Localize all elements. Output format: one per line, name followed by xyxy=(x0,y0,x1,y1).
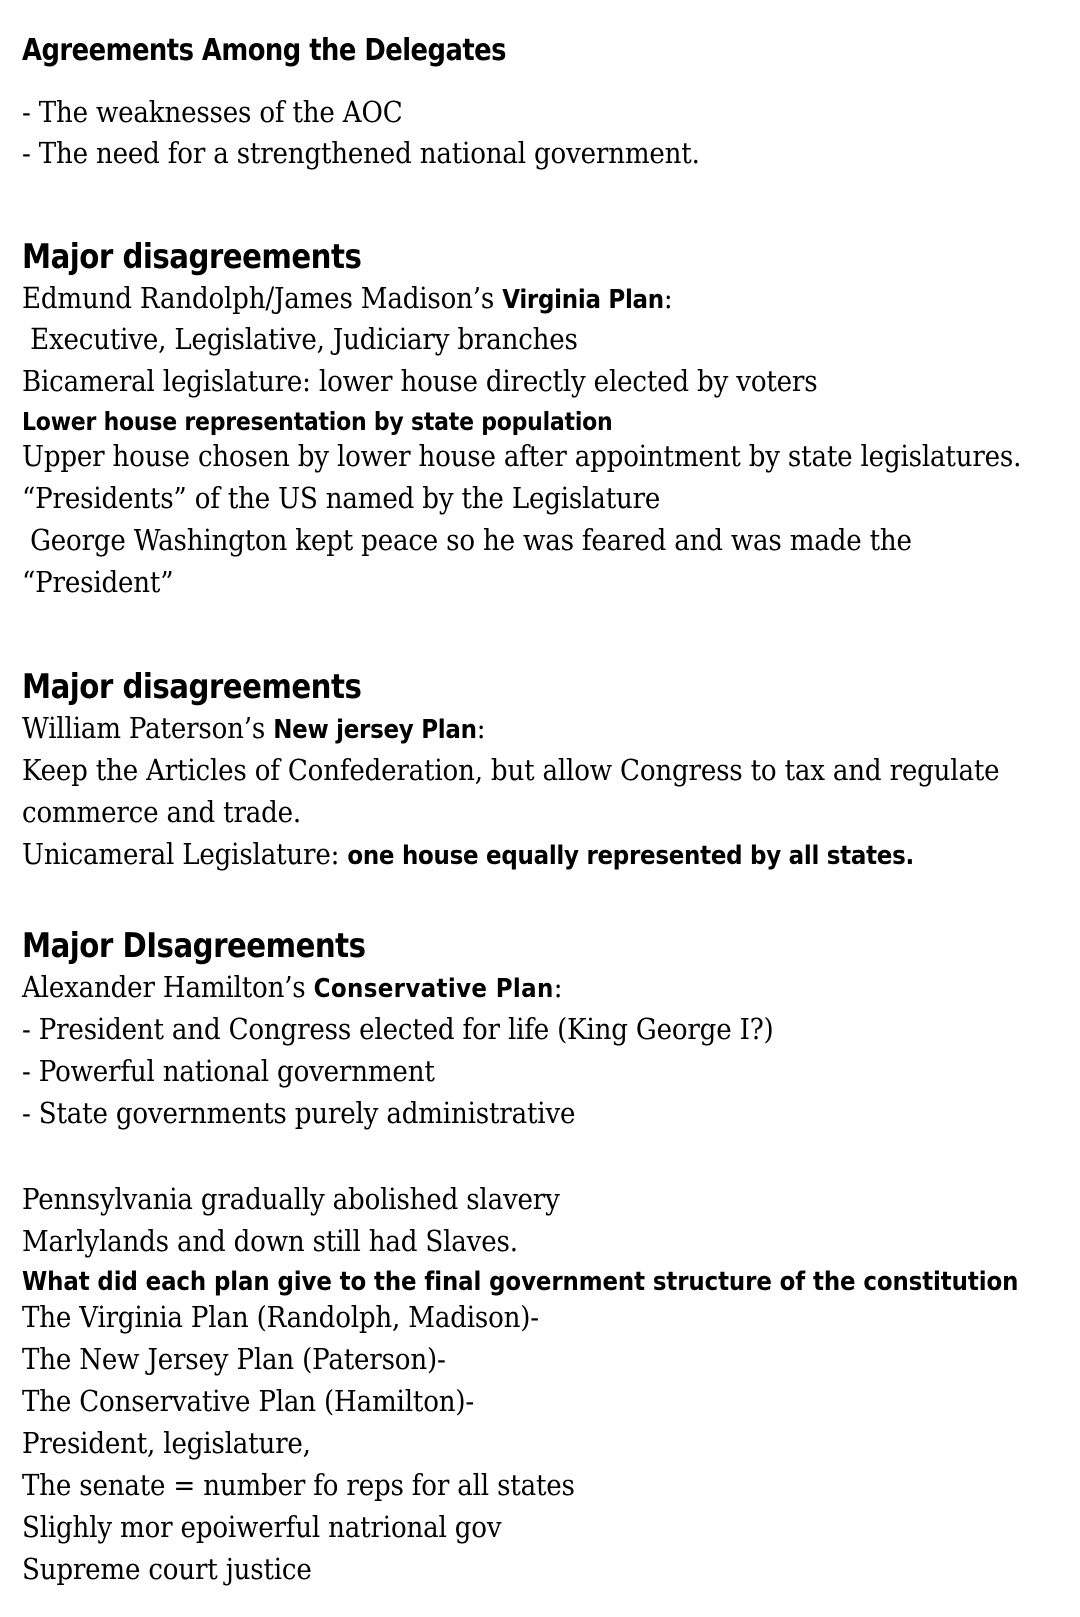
section-new-jersey-plan xyxy=(22,668,1040,869)
spacer xyxy=(22,180,1040,238)
heading-major-disagreements-conservative: Major DIsagreements xyxy=(22,926,366,967)
virginia-plan-name: Virginia Plan xyxy=(502,284,664,315)
section-final-question xyxy=(22,1266,1040,1586)
newjersey-attribution xyxy=(22,711,938,746)
final-line: Supreme court justice xyxy=(22,1551,312,1586)
unicameral-bold: one house equally represented by all states. xyxy=(347,840,914,871)
conservative-attribution xyxy=(22,970,938,1005)
list-item: - State governments purely administrative xyxy=(22,1095,576,1130)
heading-major-disagreements-virginia: Major disagreements xyxy=(22,236,362,277)
final-line: The Conservative Plan (Hamilton)- xyxy=(22,1383,474,1418)
virginia-detail-lines xyxy=(22,322,1040,399)
final-answer-lines xyxy=(22,1299,1040,1586)
virginia-attribution-suffix: : xyxy=(663,280,673,315)
agreements-bullet-list xyxy=(22,94,1040,170)
unicameral-prefix: Unicameral Legislature: xyxy=(22,836,348,871)
final-line: Slighly mor epoiwerful natrional gov xyxy=(22,1509,502,1544)
final-line: The Virginia Plan (Randolph, Madison)- xyxy=(22,1299,539,1334)
section-agreements xyxy=(22,34,1040,168)
list-item: - President and Congress elected for life (King George I?) xyxy=(22,1011,774,1046)
final-line: The New Jersey Plan (Paterson)- xyxy=(22,1341,446,1376)
virginia-line: “President” xyxy=(22,565,174,600)
conservative-attribution-prefix: Alexander Hamilton’s xyxy=(22,970,314,1005)
heading-agreements: Agreements Among the Delegates xyxy=(22,33,507,68)
newjersey-attribution-suffix: : xyxy=(476,711,486,746)
newjersey-line: commerce and trade. xyxy=(22,794,302,829)
virginia-line: Upper house chosen by lower house after appointment by state legislatures. xyxy=(22,439,1022,474)
list-item: - The weaknesses of the AOC xyxy=(22,94,403,129)
virginia-detail-lines-after xyxy=(22,439,1040,600)
final-question: What did each plan give to the final government structure of the constitution xyxy=(22,1266,1019,1297)
section-slavery-notes xyxy=(22,1181,1040,1258)
list-item: - Powerful national government xyxy=(22,1053,435,1088)
virginia-bold-line: Lower house representation by state population xyxy=(22,407,613,437)
virginia-line: Bicameral legislature: lower house directly elected by voters xyxy=(22,364,818,399)
spacer xyxy=(22,1141,1040,1185)
final-line: President, legislature, xyxy=(22,1425,311,1460)
newjersey-unicameral-line xyxy=(22,836,938,871)
virginia-line: George Washington kept peace so he was feared and was made the xyxy=(22,523,912,558)
slavery-line: Marlylands and down still had Slaves. xyxy=(22,1223,518,1258)
newjersey-attribution-prefix: William Paterson’s xyxy=(22,711,274,746)
spacer xyxy=(22,869,1040,927)
spacer xyxy=(22,610,1040,668)
slavery-line: Pennsylvania gradually abolished slavery xyxy=(22,1181,560,1216)
heading-major-disagreements-newjersey: Major disagreements xyxy=(22,667,362,708)
slavery-lines xyxy=(22,1181,1040,1258)
final-line: The senate = number fo reps for all states xyxy=(22,1467,575,1502)
newjersey-line: Keep the Articles of Confederation, but allow Congress to tax and regulate xyxy=(22,752,1000,787)
conservative-attribution-suffix: : xyxy=(553,970,563,1005)
virginia-line: Executive, Legislative, Judiciary branches xyxy=(22,322,578,357)
spacer xyxy=(22,68,1040,98)
section-conservative-plan xyxy=(22,927,1040,1128)
virginia-attribution xyxy=(22,280,938,315)
virginia-line: “Presidents” of the US named by the Legislature xyxy=(22,481,661,516)
section-virginia-plan xyxy=(22,238,1040,598)
newjersey-detail-lines xyxy=(22,752,1040,829)
virginia-attribution-prefix: Edmund Randolph/James Madison’s xyxy=(22,280,503,315)
newjersey-plan-name: New jersey Plan xyxy=(273,715,477,746)
list-item: - The need for a strengthened national government. xyxy=(22,135,700,170)
conservative-plan-name: Conservative Plan xyxy=(313,974,554,1005)
conservative-bullet-list xyxy=(22,1011,1040,1130)
